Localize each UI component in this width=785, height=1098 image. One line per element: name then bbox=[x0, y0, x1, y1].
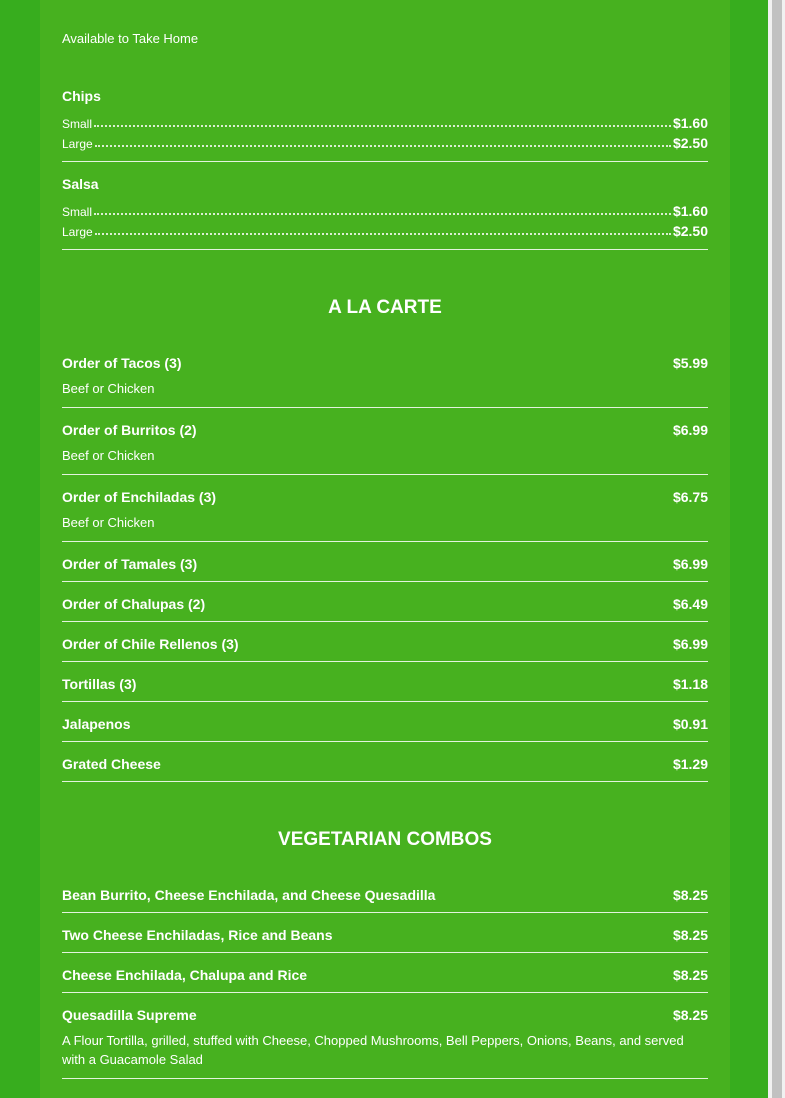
price: $2.50 bbox=[672, 135, 708, 151]
item-price: $6.99 bbox=[672, 556, 708, 572]
item-description: Beef or Chicken bbox=[62, 381, 155, 396]
item-price: $8.25 bbox=[672, 967, 708, 983]
menu-item bbox=[62, 674, 708, 694]
item-price: $0.91 bbox=[672, 716, 708, 732]
item-price: $1.29 bbox=[672, 756, 708, 772]
item-name: Order of Enchiladas (3) bbox=[62, 489, 217, 505]
item-price: $6.75 bbox=[672, 489, 708, 505]
divider bbox=[62, 661, 708, 662]
item-price: $8.25 bbox=[672, 927, 708, 943]
dot-leader bbox=[95, 233, 671, 235]
item-name: Jalapenos bbox=[62, 716, 131, 732]
menu-item bbox=[62, 420, 708, 465]
divider bbox=[62, 741, 708, 742]
divider bbox=[62, 474, 708, 475]
divider bbox=[62, 912, 708, 913]
price-row bbox=[62, 201, 708, 219]
menu-item bbox=[62, 554, 708, 574]
menu-item bbox=[62, 965, 708, 985]
section-title-vegetarian-combos: VEGETARIAN COMBOS bbox=[278, 829, 492, 850]
item-name: Order of Chile Rellenos (3) bbox=[62, 636, 239, 652]
menu-item bbox=[62, 714, 708, 734]
menu-item bbox=[62, 353, 708, 398]
section-title-a-la-carte: A LA CARTE bbox=[328, 297, 442, 318]
divider bbox=[62, 249, 708, 250]
size-label: Small bbox=[62, 205, 93, 219]
item-description: Beef or Chicken bbox=[62, 515, 155, 530]
price-row bbox=[62, 133, 708, 151]
dot-leader bbox=[94, 213, 671, 215]
scrollbar-thumb[interactable] bbox=[772, 0, 782, 1098]
item-price: $8.25 bbox=[672, 887, 708, 903]
item-name: Cheese Enchilada, Chalupa and Rice bbox=[62, 967, 308, 983]
divider bbox=[62, 1078, 708, 1079]
divider bbox=[62, 621, 708, 622]
item-name: Order of Tacos (3) bbox=[62, 355, 182, 371]
item-price: $8.25 bbox=[672, 1007, 708, 1023]
size-label: Large bbox=[62, 225, 93, 239]
divider bbox=[62, 581, 708, 582]
menu-item bbox=[62, 885, 708, 905]
item-name: Tortillas (3) bbox=[62, 676, 137, 692]
item-price: $6.49 bbox=[672, 596, 708, 612]
price-row bbox=[62, 113, 708, 131]
price: $1.60 bbox=[672, 115, 708, 131]
divider bbox=[62, 161, 708, 162]
group-title-salsa: Salsa bbox=[62, 176, 99, 192]
menu-item bbox=[62, 594, 708, 614]
item-price: $6.99 bbox=[672, 422, 708, 438]
divider bbox=[62, 992, 708, 993]
item-price: $5.99 bbox=[672, 355, 708, 371]
dot-leader bbox=[95, 145, 671, 147]
menu-item bbox=[62, 487, 708, 532]
item-description: A Flour Tortilla, grilled, stuffed with Cheese, Chopped Mushrooms, Bell Peppers, Onions, Beans, and served with a Guacamole Salad bbox=[62, 1033, 684, 1067]
take-home-note: Available to Take Home bbox=[62, 31, 199, 46]
menu-item bbox=[62, 754, 708, 774]
price: $1.60 bbox=[672, 203, 708, 219]
divider bbox=[62, 701, 708, 702]
divider bbox=[62, 407, 708, 408]
price-row bbox=[62, 221, 708, 239]
item-name: Two Cheese Enchiladas, Rice and Beans bbox=[62, 927, 333, 943]
item-name: Grated Cheese bbox=[62, 756, 161, 772]
item-name: Order of Burritos (2) bbox=[62, 422, 197, 438]
divider bbox=[62, 952, 708, 953]
item-name: Bean Burrito, Cheese Enchilada, and Cheese Quesadilla bbox=[62, 887, 436, 903]
menu-item bbox=[62, 925, 708, 945]
menu-item bbox=[62, 1005, 708, 1069]
size-label: Large bbox=[62, 137, 93, 151]
divider bbox=[62, 781, 708, 782]
dot-leader bbox=[94, 125, 671, 127]
group-title-chips: Chips bbox=[62, 88, 101, 104]
item-price: $1.18 bbox=[672, 676, 708, 692]
item-name: Order of Tamales (3) bbox=[62, 556, 198, 572]
price: $2.50 bbox=[672, 223, 708, 239]
item-name: Quesadilla Supreme bbox=[62, 1007, 197, 1023]
menu-panel bbox=[40, 0, 730, 1098]
item-name: Order of Chalupas (2) bbox=[62, 596, 206, 612]
divider bbox=[62, 541, 708, 542]
item-price: $6.99 bbox=[672, 636, 708, 652]
menu-item bbox=[62, 634, 708, 654]
item-description: Beef or Chicken bbox=[62, 448, 155, 463]
size-label: Small bbox=[62, 117, 93, 131]
